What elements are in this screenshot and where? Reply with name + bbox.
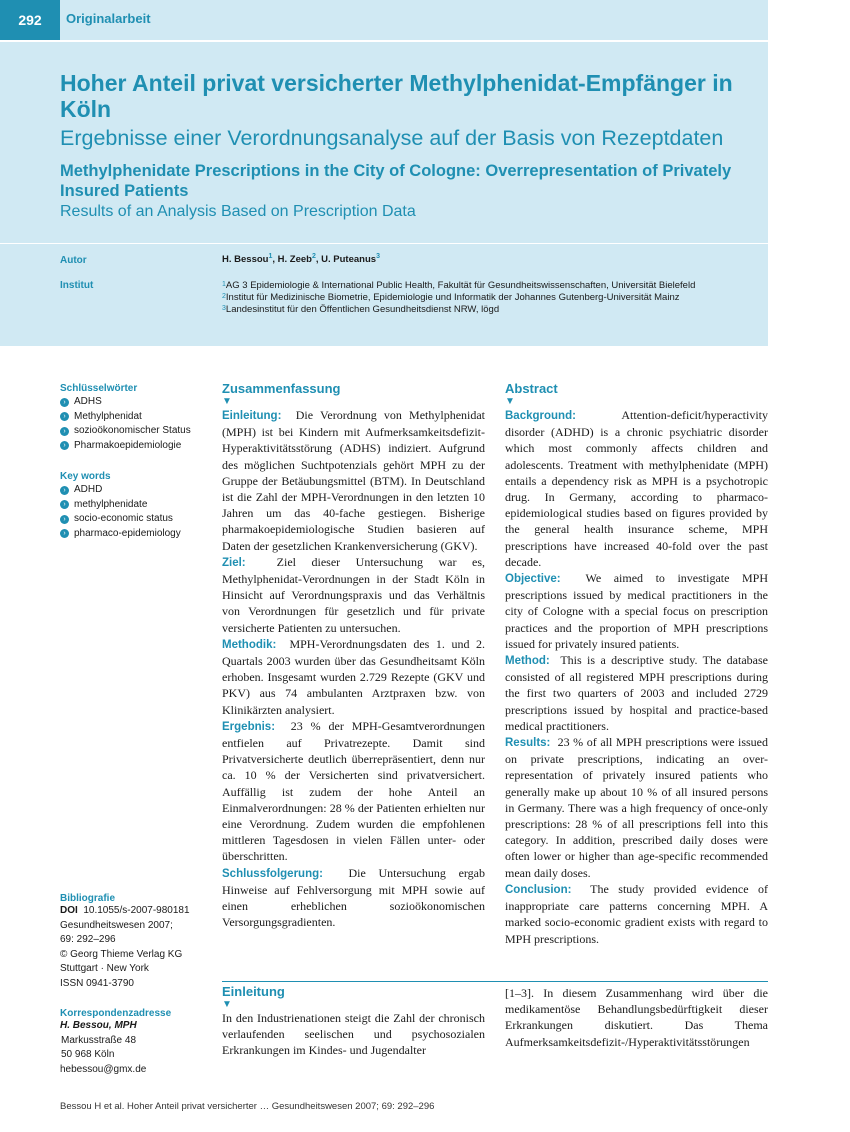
bullet-arrow-icon: › — [60, 515, 69, 524]
bullet-arrow-icon: › — [60, 412, 69, 421]
abstract-heading: Abstract — [505, 381, 558, 396]
zusammenfassung — [222, 381, 485, 931]
einleitung-left-text: In den Industrienationen steigt die Zahl der chronisch verlaufenden seelischen und psychosozialen Erkrankungen im Kindes- und Jugendalter — [222, 1011, 485, 1058]
triangle-down-icon: ▼ — [222, 999, 232, 1010]
keywords-de-heading: Schlüsselwörter — [60, 383, 138, 394]
correspondence — [60, 1008, 215, 1077]
paragraph-text: 23 % der MPH-Gesamtverordnungen entfielen auf Privatrezepte. Damit sind Privatversicherte deutlich überrepräsentiert, denn nur ca. 10 % der Versicherten sind privatversichert. Auffällig ist zudem der hohe Anteil an Einmalverordnungen: 28 % der Patienten erhielten nur eine Verordnung. Zudem wurden die empfohlenen mittleren Tagesdosen in vielen Fällen unter- oder überschritten. — [222, 718, 486, 864]
zusammenfassung-heading: Zusammenfassung — [222, 381, 341, 396]
institute-line — [222, 280, 695, 292]
keyword-text: methylphenidate — [74, 498, 148, 510]
correspondence-line: Markusstraße 48 — [61, 1034, 137, 1046]
biblio-line: Gesundheitswesen 2007; — [60, 919, 173, 931]
bullet-arrow-icon: › — [60, 500, 69, 509]
paragraph — [222, 865, 485, 931]
keyword-item — [60, 439, 210, 454]
paragraph — [505, 652, 768, 734]
paragraph-text: MPH-Verordnungsdaten des 1. und 2. Quartals 2003 wurden über das Gesundheitsamt Köln erhoben. Insgesamt wurden 2.729 Rezepte (GKV und PKV) aus 74 ambulanten Arztpraxen bzw. von Klinikärzten analysiert. — [222, 636, 485, 717]
bullet-arrow-icon: › — [60, 529, 69, 538]
paragraph-text: Die Verordnung von Methylphenidat (MPH) ist bei Kindern mit Aufmerksamkeitsdefizit-Hyperaktivitätsstörung (ADHS) indiziert. Aufgrund des möglichen Suchtpotenzials gehört MPH zu der Gruppe der Betäubungsmittel (BTM). In Deutschland ist die Zahl der MPH-Verordnungen in den letzten 10 Jahren um das 40-fache gestiegen. Bisherige pharmakoepidemiologische Studien basieren auf Daten der gesetzlichen Krankenversicherung (GKV). — [222, 408, 486, 553]
paragraph — [222, 407, 485, 554]
author-affiliation: 3 — [376, 253, 380, 260]
paragraph — [505, 407, 768, 570]
author-affiliation: 1 — [268, 253, 273, 260]
paragraph-label: Results: — [505, 737, 551, 750]
paragraph-label: Schlussfolgerung: — [222, 867, 323, 880]
title-en: Methylphenidate Prescriptions in the City of Cologne: Overrepresentation of Privately Insured Patients — [60, 162, 732, 200]
author-name: U. Puteanus — [321, 254, 377, 265]
keyword-item — [60, 527, 210, 542]
subtitle-en: Results of an Analysis Based on Prescription Data — [60, 203, 416, 220]
paragraph-label: Einleitung: — [222, 410, 282, 422]
keyword-text: Methylphenidat — [74, 410, 142, 422]
paragraph-label: Ergebnis: — [222, 720, 276, 733]
author-list: H. Bessou$^1$, H. Zeeb$^2$, U. Puteanus$^3$ — [222, 253, 380, 265]
paragraph-text: Attention-deficit/hyperactivity disorder (ADHD) is a chronic psychiatric disorder which most commonly affects children and adolescents. Treatment with methylphenidate (MPH) entails a dependency risk as MPH is a psychotropic drug. In Germany, according to pharmaco-epidemiological studies based on figures provided by the general health insurance scheme, MPH prescriptions have increased 40-fold over the past decade. — [505, 408, 768, 569]
keyword-item — [60, 498, 210, 513]
institute-number: 1 — [222, 281, 226, 288]
correspondence-name: H. Bessou, MPH — [60, 1020, 137, 1031]
institute-label: Institut — [60, 280, 94, 291]
bullet-arrow-icon: › — [60, 486, 69, 495]
biblio-line: 69: 292–296 — [60, 934, 116, 945]
page-number: 292 — [0, 0, 60, 40]
correspondence-email[interactable]: hebessou@gmx.de — [60, 1063, 147, 1075]
keyword-text: ADHS — [74, 396, 102, 407]
section-label: Originalarbeit — [66, 11, 151, 26]
paragraph-text: 23 % of all MPH prescriptions were issued on private prescriptions, indicating an over-representation of privately insured patients who generally make up about 10 % of all insured persons in Germany. There was a high frequency of once-only prescriptions: 28 % of all prescriptions fell into this category. In addition, prescribed daily doses were often lower or higher than age-specific recommended mean daily doses. — [505, 735, 769, 880]
biblio-line: ISSN 0941-3790 — [60, 977, 134, 989]
institute-text: Landesinstitut für den Öffentlichen Gesundheitsdienst NRW, lögd — [225, 304, 500, 315]
paragraph — [505, 881, 768, 947]
doi-value: 10.1055/s-2007-980181 — [83, 905, 190, 916]
keywords-en — [60, 471, 210, 541]
keyword-item — [60, 410, 210, 425]
paragraph-label: Background: — [505, 410, 576, 422]
author-affiliation: 2 — [311, 253, 316, 260]
zusammenfassung-body — [222, 407, 485, 931]
institute-text: AG 3 Epidemiologie & International Public Health, Fakultät für Gesundheitswissenschaften, Universität Bielefeld — [225, 280, 696, 291]
bullet-arrow-icon: › — [60, 398, 69, 407]
institute-line — [222, 304, 499, 316]
paragraph-label: Methodik: — [222, 638, 277, 651]
footer-citation: Bessou H et al. Hoher Anteil privat versicherter … Gesundheitswesen 2007; 69: 292–296 — [60, 1101, 435, 1112]
paragraph-text: Ziel dieser Untersuchung war es, Methylphenidat-Verordnungen in der Stadt Köln in Hinsicht auf Verordnungspraxis und das Verhältnis von Verordnungen für gesetzlich und für private versicherte Patienten zu untersuchen. — [222, 554, 486, 635]
institute-number: 3 — [222, 305, 226, 312]
keyword-text: ADHD — [74, 484, 103, 495]
keyword-text: pharmaco-epidemiology — [74, 527, 181, 539]
institute-line — [222, 292, 680, 304]
paragraph-label: Ziel: — [222, 556, 246, 569]
title-de: Hoher Anteil privat versicherter Methylphenidat-Empfänger in Köln — [60, 70, 733, 122]
keyword-item — [60, 512, 210, 527]
bibliography-heading: Bibliografie — [60, 893, 116, 904]
triangle-down-icon: ▼ — [505, 396, 515, 407]
paragraph — [505, 734, 768, 881]
einleitung — [222, 984, 485, 1059]
biblio-line: Stuttgart · New York — [60, 963, 149, 974]
correspondence-line: 50 968 Köln — [61, 1049, 115, 1060]
paragraph-text: Die Untersuchung ergab Hinweise auf Fehlversorgung mit MPH sowie auf einen erheblichen sozioökonomischen Versorgungsgradienten. — [222, 865, 485, 930]
author-name: H. Bessou — [222, 254, 269, 265]
bullet-arrow-icon: › — [60, 441, 69, 450]
keyword-item — [60, 424, 210, 439]
institute-text: Institut für Medizinische Biometrie, Epidemiologie und Informatik der Johannes Gutenberg-Universität Mainz — [225, 292, 680, 303]
paragraph-text: We aimed to investigate MPH prescriptions issued by medical practitioners in the city of Cologne with a special focus on prescription practices and the proportion of MPH prescriptions issued for privately insured patients. — [505, 571, 768, 651]
einleitung-heading: Einleitung — [222, 984, 285, 999]
keyword-text: socio-economic status — [74, 513, 173, 524]
paragraph-label: Method: — [505, 655, 550, 668]
keyword-text: Pharmakoepidemiologie — [74, 439, 182, 451]
keywords-en-heading: Key words — [60, 471, 111, 482]
paragraph-text: This is a descriptive study. The database consisted of all registered MPH prescriptions during the first two quarters of 2003 and included 2729 prescriptions issued by hospital and practice-based medical practitioners. — [505, 653, 768, 733]
paragraph-label: Objective: — [505, 573, 561, 586]
section-rule — [222, 981, 768, 982]
correspondence-heading: Korrespondenzadresse — [60, 1008, 172, 1019]
paragraph — [222, 554, 485, 636]
institute-number: 2 — [222, 293, 226, 300]
author-name: H. Zeeb — [277, 254, 312, 265]
paragraph — [222, 718, 485, 865]
paragraph-text: The study provided evidence of inappropriate care patterns concerning MPH. A marked socio-economic gradient exists with regard to MPH prescriptions. — [505, 881, 768, 946]
biblio-line: © Georg Thieme Verlag KG — [60, 948, 183, 960]
keywords-de — [60, 383, 210, 453]
bibliography — [60, 893, 215, 991]
keyword-item — [60, 395, 210, 410]
abstract-body — [505, 407, 768, 947]
einleitung-right-text: [1–3]. In diesem Zusammenhang wird über die medikamentöse Behandlungsbedürftigkeit dieser Erkrankungen diskutiert. Das Thema Aufmerksamkeitsdefizit-/Hyperaktivitätsstörungen — [505, 986, 768, 1049]
subtitle-de: Ergebnisse einer Verordnungsanalyse auf der Basis von Rezeptdaten — [60, 126, 724, 150]
paragraph — [222, 636, 485, 718]
doi-label: DOI — [60, 905, 78, 916]
bullet-arrow-icon: › — [60, 427, 69, 436]
triangle-down-icon: ▼ — [222, 396, 232, 407]
paragraph-label: Conclusion: — [505, 883, 572, 896]
keyword-item — [60, 483, 210, 498]
paragraph — [505, 570, 768, 652]
author-label: Autor — [60, 255, 87, 266]
divider — [0, 243, 768, 244]
abstract — [505, 381, 768, 947]
keyword-text: sozioökonomischer Status — [74, 425, 191, 436]
doi-line — [60, 904, 215, 919]
